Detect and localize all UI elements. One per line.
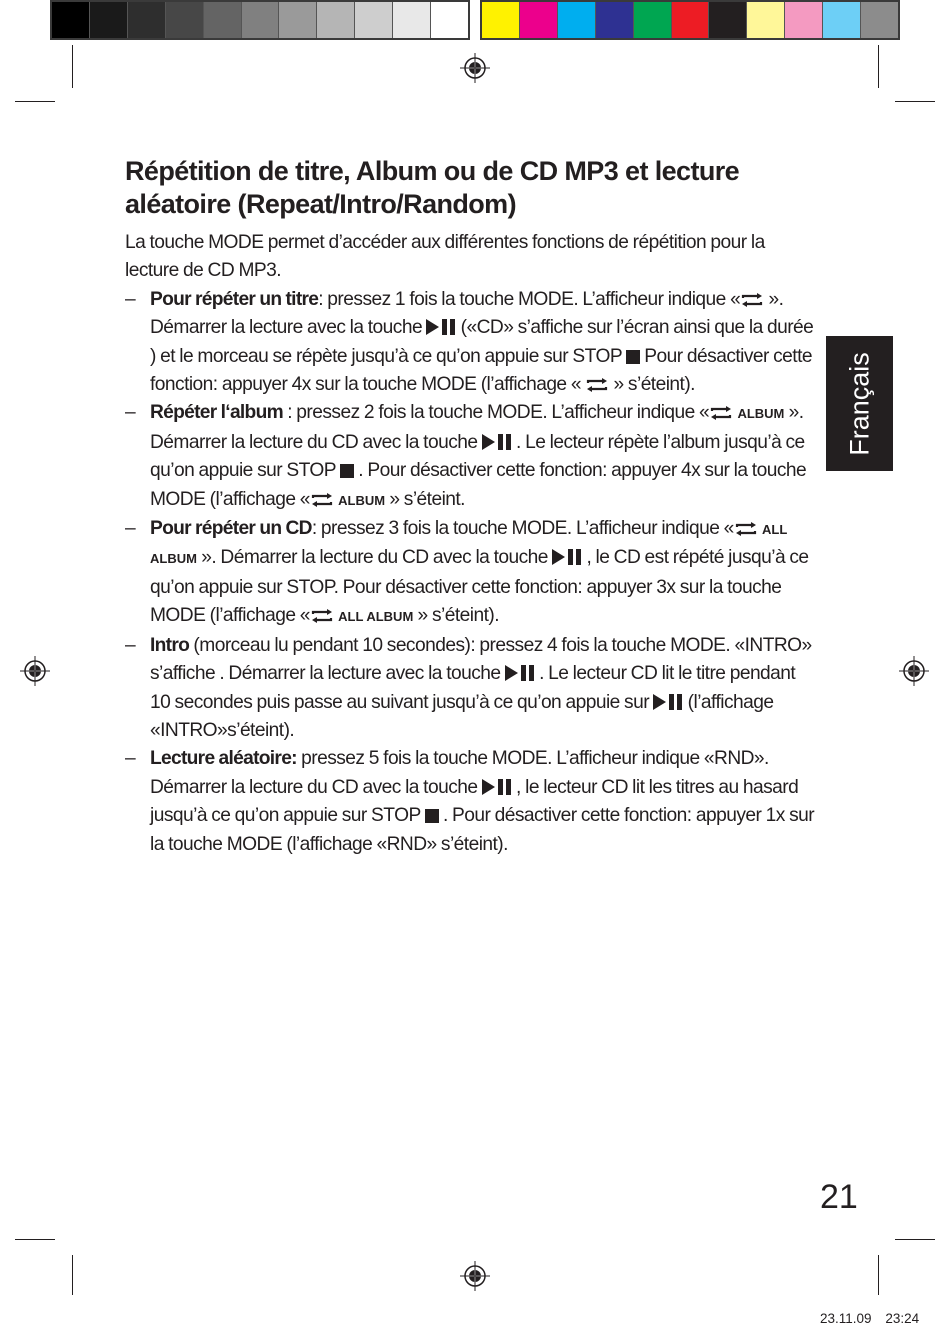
language-label: Français <box>844 351 874 456</box>
page-number: 21 <box>820 1178 858 1216</box>
list-dash: – <box>125 288 136 310</box>
registration-mark-icon <box>899 656 929 686</box>
play-pause-icon <box>426 319 456 335</box>
repeat-icon <box>734 522 758 536</box>
color-swatch <box>204 2 242 38</box>
item-label: Pour répéter un titre <box>150 288 319 310</box>
color-swatch <box>242 2 280 38</box>
item-label: Répéter l‘album <box>150 402 283 424</box>
instructions-body <box>125 229 815 859</box>
play-pause-icon <box>505 665 535 681</box>
print-timestamp <box>820 1311 919 1326</box>
grayscale-color-bar <box>50 0 470 40</box>
process-color-bar <box>480 0 900 40</box>
repeat-icon <box>310 493 334 507</box>
play-pause-icon <box>482 779 512 795</box>
color-swatch <box>90 2 128 38</box>
all-album-display-label: ALL ALBUM <box>150 522 788 567</box>
crop-mark <box>878 45 879 88</box>
list-dash: – <box>125 748 136 770</box>
item-label: Intro <box>150 634 190 656</box>
album-display-label: ALBUM <box>737 406 785 422</box>
color-swatch <box>317 2 355 38</box>
play-pause-icon <box>552 549 582 565</box>
repeat-title-item: – Pour répéter un titre: pressez 1 fois la touche MODE. L’afficheur indique « ». Démarrer la lecture avec la touche («CD» s’affiche sur l’écran ainsi que la durée ) et le morceau se répète jusqu’à ce qu’on appuie sur STOP Pour désactiver cette fonction: appuyer 4x sur la touche MODE (l’affichage « » s’éteint). <box>125 286 815 400</box>
print-date: 23.11.09 <box>820 1311 872 1326</box>
item-label: Pour répéter un CD <box>150 518 312 540</box>
crop-mark <box>895 101 935 102</box>
repeat-album-item: – Répéter l‘album : pressez 2 fois la touche MODE. L’afficheur indique « ALBUM ». Démarrer la lecture du CD avec la touche . Le lecteur répète l’album jusqu’à ce qu’on appuie sur STOP . Pour désactiver cette fonction: appuyer 4x sur la touche MODE (l’affichage « ALBUM » s’éteint. <box>125 399 815 515</box>
crop-mark <box>878 1255 879 1295</box>
crop-mark <box>72 45 73 88</box>
crop-mark <box>15 101 55 102</box>
repeat-cd-item: – Pour répéter un CD: pressez 3 fois la touche MODE. L’afficheur indique « ALL ALBUM ». Démarrer la lecture du CD avec la touche , le CD est répété jusqu’à ce qu’on appuie sur STOP. Pour désactiver cette fonction: appuyer 3x sur la touche MODE (l’affichage « ALL ALBUM » s’éteint). <box>125 515 815 632</box>
color-swatch <box>166 2 204 38</box>
repeat-icon <box>740 293 764 307</box>
color-swatch <box>634 2 672 38</box>
section-title: Répétition de titre, Album ou de CD MP3 et lecture aléatoire (Repeat/Intro/Random) <box>125 156 740 219</box>
repeat-icon <box>310 609 334 623</box>
color-swatch <box>823 2 861 38</box>
color-swatch <box>482 2 520 38</box>
color-swatch <box>785 2 823 38</box>
intro-paragraph: La touche MODE permet d’accéder aux différentes fonctions de répétition pour la lecture de CD MP3. <box>125 232 765 282</box>
color-swatch <box>279 2 317 38</box>
intro-item: – Intro (morceau lu pendant 10 secondes): pressez 4 fois la touche MODE. «INTRO» s’affiche . Démarrer la lecture avec la touche . Le lecteur CD lit le titre pendant 10 secondes puis passe au suivant jusqu’à ce qu’on appuie sur (l’affichage «INTRO»s’éteint). <box>125 632 815 746</box>
color-swatch <box>558 2 596 38</box>
registration-mark-icon <box>460 1261 490 1291</box>
stop-icon <box>425 809 439 823</box>
repeat-icon <box>585 378 609 392</box>
list-dash: – <box>125 518 136 540</box>
color-swatch <box>393 2 431 38</box>
color-swatch <box>520 2 558 38</box>
registration-mark-icon <box>20 656 50 686</box>
play-pause-icon <box>653 694 683 710</box>
random-item: – Lecture aléatoire: pressez 5 fois la touche MODE. L’afficheur indique «RND». Démarrer la lecture du CD avec la touche , le lecteur CD lit les titres au hasard jusqu’à ce qu’on appuie sur STOP . Pour désactiver cette fonction: appuyer 1x sur la touche MODE (l’affichage «RND» s’éteint). <box>125 745 815 859</box>
all-album-display-label: ALL ALBUM <box>338 609 414 625</box>
color-swatch <box>672 2 710 38</box>
item-label: Lecture aléatoire: <box>150 748 297 770</box>
color-swatch <box>596 2 634 38</box>
language-tab <box>826 336 893 471</box>
registration-mark-icon <box>460 53 490 83</box>
color-swatch <box>52 2 90 38</box>
color-swatch <box>709 2 747 38</box>
print-time: 23:24 <box>885 1311 920 1326</box>
repeat-icon <box>709 406 733 420</box>
color-swatch <box>747 2 785 38</box>
crop-mark <box>15 1239 55 1240</box>
color-swatch <box>861 2 898 38</box>
stop-icon <box>340 464 354 478</box>
crop-mark <box>895 1239 935 1240</box>
crop-mark <box>72 1255 73 1295</box>
color-swatch <box>128 2 166 38</box>
list-dash: – <box>125 402 136 424</box>
play-pause-icon <box>482 434 512 450</box>
color-swatch <box>431 2 468 38</box>
color-swatch <box>355 2 393 38</box>
stop-icon <box>626 350 640 364</box>
album-display-label: ALBUM <box>338 492 386 508</box>
list-dash: – <box>125 634 136 656</box>
